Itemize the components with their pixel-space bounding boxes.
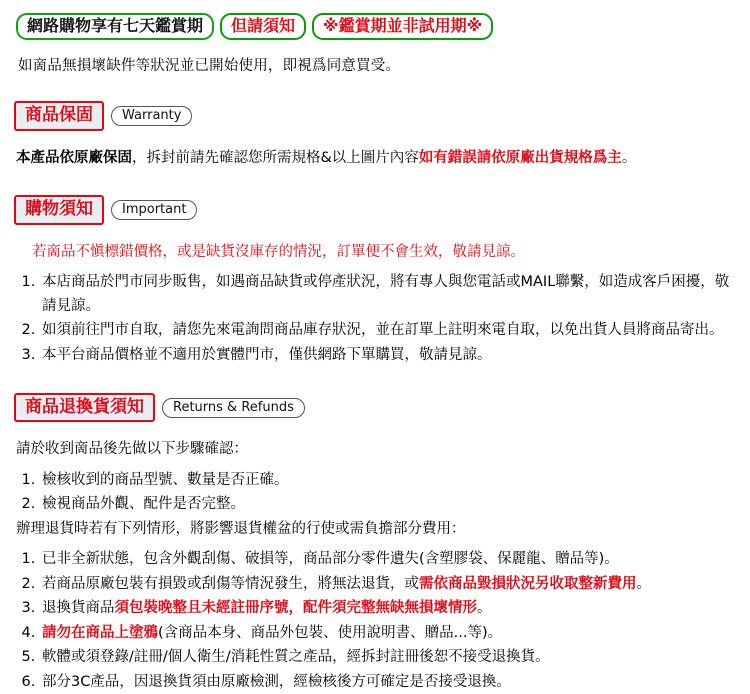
returns-body	[14, 438, 736, 694]
cost-part: 。	[636, 575, 651, 592]
cost-part: 若商品原廠包裝有損毀或刮傷等情況發生，將無法退貨，或	[42, 575, 419, 592]
list-item	[40, 646, 736, 669]
warranty-line	[16, 147, 736, 169]
banner-tag-3: ※鑑賞期並非試用期※	[312, 13, 493, 40]
important-header	[14, 195, 736, 224]
returns-lead: 請於收到啇品後先做以下步驟確認：	[16, 441, 248, 458]
warranty-header	[14, 101, 736, 130]
warranty-subtitle: Warranty	[111, 106, 192, 126]
warranty-part-2: ，拆封前請先確認您所需規格&以上圖片內容	[132, 149, 419, 166]
important-title: 購物須知	[14, 195, 104, 224]
top-banner	[16, 13, 736, 40]
banner-note: 如啇品無損壞缺件等狀況並已開始使用，即視爲同意買受。	[18, 58, 401, 75]
cost-part-highlight: 須包裝晚整且未經註冊序號，配件須完整無缺無損壞情形	[114, 600, 477, 617]
warranty-title: 商品保固	[14, 101, 104, 130]
returns-lead-2: 辦理退貨時若有下列情形，將影響退貨權盆的行使或需負擔部分費用：	[16, 520, 466, 537]
list-item: 1. 檢核收到的商品型號、數量是否正確。	[40, 469, 736, 492]
important-body	[14, 241, 736, 367]
list-item: 2. 檢視商品外觀、配件是否完整。	[40, 493, 736, 516]
cost-part: 。	[477, 600, 492, 617]
returns-title: 商品退換貨須知	[14, 393, 155, 422]
cost-part-highlight: 需依商品毀損狀況另收取整新費用	[419, 575, 637, 592]
important-subtitle: Important	[111, 200, 197, 220]
warranty-body	[14, 147, 736, 169]
list-item	[40, 622, 736, 645]
warranty-part-1: 本產品依原廠保固	[16, 149, 132, 166]
warranty-part-3: 如有錯誤請依原廠出貨規格爲主	[418, 149, 622, 166]
list-item: 3. 本平台商品價格並不適用於實體門市，僅供網路下單購買，敬請見諒。	[40, 344, 736, 367]
list-item	[40, 597, 736, 620]
cost-part: 部分3C產品，因退換貨須由原廠檢測，經檢核後方可確定是否接受退換。	[42, 673, 511, 690]
returns-subtitle: Returns & Refunds	[162, 398, 305, 418]
list-item	[40, 548, 736, 571]
list-item: 2. 如須前往門市自取，請您先來電詢問商品庫存狀況，並在訂單上註明來電自取，以免出貨人員將商品寄出。	[40, 319, 736, 342]
warranty-part-4: 。	[621, 149, 637, 166]
list-item	[40, 671, 736, 694]
cost-part: 軟體或須登錄/註冊/個人衛生/消耗性質之產品，經拆封註冊後恕不接受退換貨。	[42, 649, 550, 666]
cost-part: (含商品本身、商品外包裝、使用說明書、贈品...等)。	[158, 624, 503, 641]
banner-tag-1: 網路購物享有七天鑑賞期	[16, 13, 214, 40]
banner-tag-2: 但請須知	[220, 13, 306, 40]
returns-check-list	[14, 469, 736, 517]
returns-header	[14, 393, 736, 422]
returns-cost-list	[14, 548, 736, 694]
important-list	[14, 271, 736, 367]
important-lead: 若啇品不愼標錯價格，或是缺貨沒庫存的情況，訂單便不會生效，敬請見諒。	[32, 243, 525, 260]
cost-part: 退換貨商品	[42, 600, 115, 617]
list-item: 1. 本店商品於門市同步販售，如遇商品缺貨或停產狀況，將有專人與您電話或MAIL聯繫，如造成客戶困擾，敬請見諒。	[40, 271, 736, 318]
cost-part: 已非全新狀態，包含外觀刮傷、破損等，商品部分零件遺失(含塑膠袋、保麗龍、贈品等)。	[42, 551, 619, 568]
cost-part-highlight: 請勿在商品上塗鴉	[42, 624, 158, 641]
list-item	[40, 573, 736, 596]
